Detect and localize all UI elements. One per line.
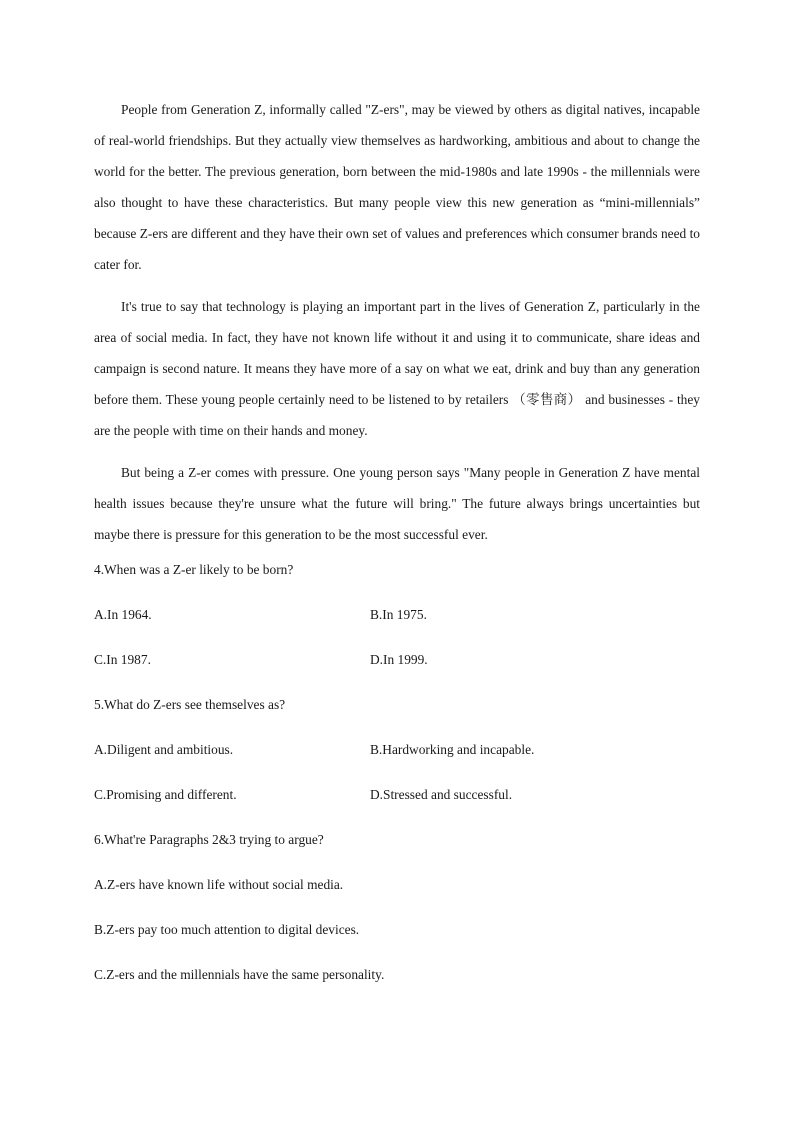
option-b: B.Hardworking and incapable. [370, 742, 535, 757]
options-row [94, 741, 700, 786]
option-a: A.Diligent and ambitious. [94, 742, 234, 757]
option-c: C.In 1987. [94, 652, 151, 667]
passage-paragraph-3: But being a Z-er comes with pressure. One young person says "Many people in Generation Z have mental health issues because they're unsure what the future will bring." The future always brings uncertainties but maybe there is pressure for this generation to be the most successful ever. [94, 465, 700, 542]
question-6 [94, 831, 700, 876]
document-page [94, 94, 700, 1011]
option-b: B.In 1975. [370, 607, 427, 622]
question-list [94, 561, 700, 1011]
question-4 [94, 561, 700, 606]
options-row [94, 606, 700, 651]
option-b: B.Z-ers pay too much attention to digital devices. [94, 922, 360, 937]
option-c: C.Promising and different. [94, 787, 237, 802]
question-stem: 4.When was a Z-er likely to be born? [94, 562, 294, 577]
options-row [94, 651, 700, 696]
option-d: D.Stressed and successful. [370, 787, 513, 802]
option-d: D.In 1999. [370, 652, 428, 667]
question-stem: 5.What do Z-ers see themselves as? [94, 697, 286, 712]
options-row [94, 786, 700, 831]
option-a: A.Z-ers have known life without social media. [94, 877, 344, 892]
passage-paragraph-2: It's true to say that technology is playing an important part in the lives of Generation Z, particularly in the area of social media. In fact, they have not known life without it and using it to communicate, share ideas and campaign is second nature. It means they have more of a say on what we eat, drink and buy than any generation before them. These young people certainly need to be listened to by retailers （零售商） and businesses - they are the people with time on their hands and money. [94, 299, 700, 438]
option-a: A.In 1964. [94, 607, 152, 622]
question-stem: 6.What're Paragraphs 2&3 trying to argue? [94, 832, 324, 847]
reading-passage [94, 94, 700, 550]
question-5 [94, 696, 700, 741]
passage-paragraph-1: People from Generation Z, informally called "Z-ers", may be viewed by others as digital natives, incapable of real-world friendships. But they actually view themselves as hardworking, ambitious and about to change the world for the better. The previous generation, born between the mid-1980s and late 1990s - the millennials were also thought to have these characteristics. But many people view this new generation as “mini-millennials” because Z-ers are different and they have their own set of values and preferences which consumer brands need to cater for. [94, 102, 700, 272]
option-c: C.Z-ers and the millennials have the same personality. [94, 967, 385, 982]
